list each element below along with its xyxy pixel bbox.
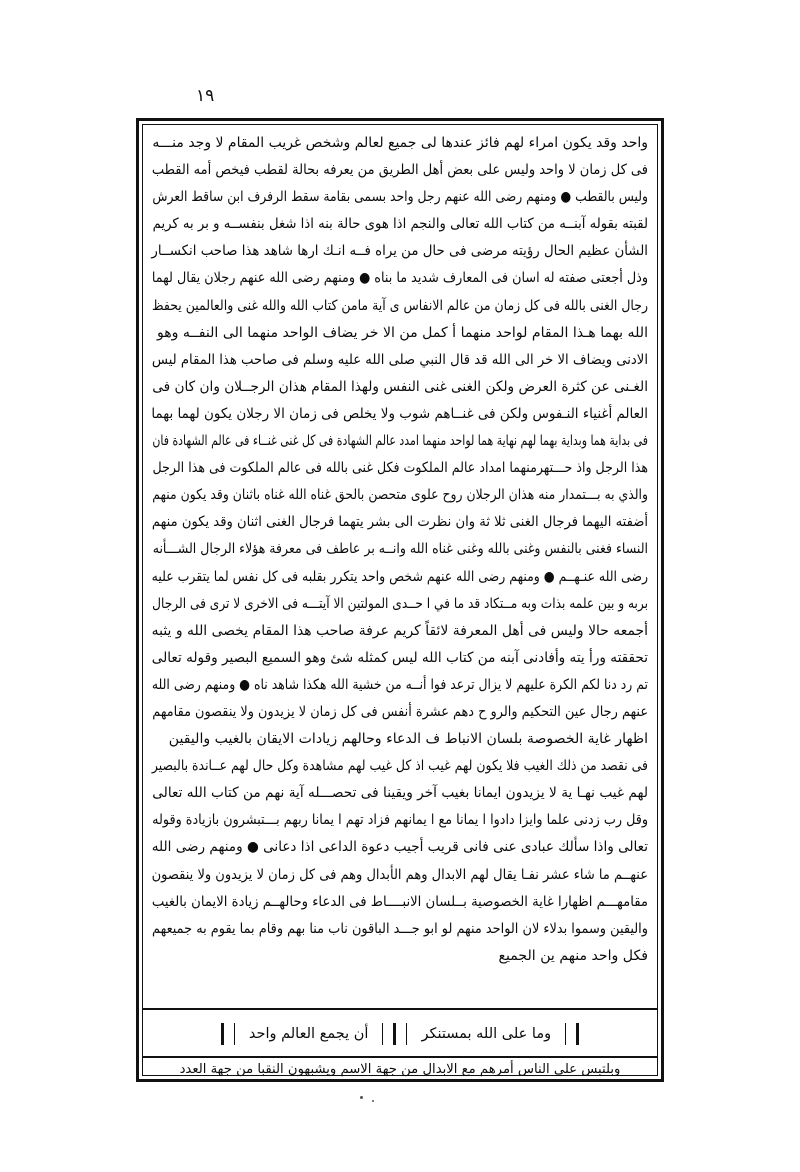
- text-line: أجمعه حالا وليس فى أهل المعرفة لائقاً كريم عرفة صاحب هذا المقام يخصى الله و يثبه: [151, 622, 649, 639]
- text-line: لقبته بقوله آبنــه من كتاب الله تعالى والنجم اذا هوى حالة بنه اذا شغل بنفســه و بر به كريم: [152, 216, 648, 233]
- footer-divider-rule: [142, 1056, 658, 1058]
- cartouche-bar: [221, 1023, 224, 1045]
- cartouche-bar: [234, 1023, 235, 1045]
- catchword-line: وبلتبس على الناس أمرهم مع الابدال من جهة الاسم ويشبهون النقبا من جهة العدد: [179, 1062, 621, 1077]
- section-divider-rule: [142, 1008, 658, 1010]
- text-line: واحد وقد يكون امراء لهم فائز عندها لى جميع لعالم وشخص غريب المقام لا وجد منـــه: [152, 135, 648, 151]
- text-line: والذي به بـــتمدار منه هذان الرجلان روح علوى متحصن بالحق غناه الله غناه باثنان وقد يكون منهم: [152, 487, 648, 504]
- text-line: رجال الغنى بالله فى كل زمان من عالم الانفاس ى آية مامن كتاب الله والله غنى والعالمين يحفظ: [152, 297, 648, 314]
- text-line: لهم غيب نهـا ية لا يزيدون ايمانا بغيب آخر ويقينا فى تحصـــله آية نهم من كتاب الله تعالى: [152, 785, 648, 802]
- text-line: فى بداية هما وبداية بهما لهم نهاية هما لواحد منهما امدد عالم الشهادة فى كل غنى غنــاء فى عالم الشهادة فان: [152, 433, 648, 450]
- text-line: فى نقصد من ذلك الغيب فلا يكون لهم غيب اذ كل غيب لهم مشاهدة وكل حال لهم عــاندة بالبصير: [151, 758, 648, 775]
- text-line: فى كل زمان لا واحد وليس على بعض أهل الطريق من يعرفه بحالة لقطب فيخص أمه القطب: [151, 162, 648, 179]
- text-line: الشأن عظيم الحال رؤيته مرضى فى حال من يراه فــه انـك ارها شاهد هذا صاحب انكســار: [151, 243, 648, 260]
- text-line: وليس بالقطب ● ومنهم رضى الله عنهم رجل واحد بسمى بقامة سقط الرفرف ابن ساقط العرش: [152, 189, 648, 206]
- cartouche-row: [146, 1014, 654, 1054]
- text-line: وقل رب زدنى علما وايزا دادوا ا يمانا مع ا يمانهم فزاد تهم ا يمانا ربهم بـــتبشرون بازيادة وقوله: [152, 812, 648, 829]
- cartouche-bar: [382, 1023, 383, 1045]
- cartouche-text: وما على الله بمستنكر: [421, 1026, 552, 1042]
- text-line: الغـنى عن كثرة العرض ولكن الغنى غنى النفس ولهذا المقام هذان الرجــلان وان كان فى: [152, 378, 648, 395]
- text-line: النساء فغنى بالنفس وغنى بالله وغنى غناه الله وانــه بر عاطف فى معرفة هؤلاء الرجال الشـــأنه: [152, 541, 648, 558]
- text-line: اظهار غاية الخصوصة بلسان الانباط ف الدعاء وحالهم زيادات الايقان بالغيب واليقين: [168, 731, 648, 748]
- text-line: تم رد دنا لكم الكرة عليهم لا يزال ترعد فوا أنــه من خشية الله هكذا شاهد ناه ● ومنهم رضى الله: [151, 676, 648, 693]
- text-line: تعالى واذا سألك عبادى عنى فانى قريب أجيب دعوة الداعى اذا دعانى ● ومنهم رضى الله: [151, 839, 649, 856]
- text-line: الله بهما هـذا المقام لواحد منهما أ كمل من الا خر يضاف الواحد منهما الى النفــه وهو: [156, 324, 648, 341]
- cartouche-bar: [406, 1023, 407, 1045]
- text-line: العالم أغنياء النـفوس ولكن فى غنــاهم شوب ولا يخلص فى زمان الا رجلان يكون لهما بهما: [151, 405, 649, 422]
- text-line: فكل واحد منهم ين الجميع: [498, 947, 648, 964]
- text-line: عنهــم ما شاء عشر نفـا يقال لهم الابدال وهم الأبدال وهم فى كل زمان لا يزيدون ولا ينقصون: [151, 866, 648, 883]
- text-line: واليقين وسموا بدلاء لان الواحد منهم لو ابو جـــد الباقون ناب منا بهم وقام بما يقوم به جميعهم: [152, 920, 648, 937]
- text-line: رضى الله عنـهــم ● ومنهم رضى الله عنهم شخص واحد يتكرر بقلبه فى كل نفس لما يتقرب عليه: [151, 568, 648, 585]
- cartouche-text: أن يجمع العالم واحد: [248, 1026, 369, 1042]
- cartouche-bar: [576, 1023, 579, 1045]
- text-line: وذل أجعتى صفته له اسان فى المعارف شديد ما بناه ● ومنهم رضى الله عنهم رجلان يقال لهما: [151, 270, 648, 287]
- folio-number: ١٩: [196, 86, 215, 106]
- text-line: تحققته ورأ يته وأفادنى آبنه من كتاب الله ليس كمثله شئ وهو السميع البصير وقوله تعالى: [151, 649, 648, 666]
- text-line: بربه و بين علمه بذات وبه مــتكاد قد ما في ا حــدى المولتين الا آيتـــه فى الاخرى لا ترى فى الرجال: [152, 595, 648, 612]
- text-line: هذا الرجل واذ حـــتهرمنهما امداد عالم الملكوت فكل غنى بالله فى عالم الملكوت فى هذا الرجل: [152, 460, 648, 477]
- ink-speck: [360, 1096, 363, 1099]
- ink-speck: [372, 1100, 374, 1102]
- cartouche-bar: [565, 1023, 566, 1045]
- text-line: أضفته اليهما فرجال الغنى ثلا ثة وان نظرت الى بشر يتهما فرجال الغنى اثنان وقد يكون منهم: [151, 514, 648, 531]
- text-line: الادنى ويضاف الا خر الى الله قد قال النبي صلى الله عليه وسلم فى صاحب هذا المقام ليس: [151, 351, 648, 368]
- cartouche-bar: [393, 1023, 396, 1045]
- text-line: عنهم رجال عين التحكيم والرو ح دهم عشرة أنفس فى كل زمان لا يزيدون ولا ينقصون مقامهم: [152, 703, 648, 720]
- text-line: مقامهـــم اظهارا غاية الخصوصية بــلسان الانبــــاط فى الدعاء وحالهــم زيادة الايمان بالغيب: [151, 893, 648, 910]
- body-text-block: [146, 126, 654, 1006]
